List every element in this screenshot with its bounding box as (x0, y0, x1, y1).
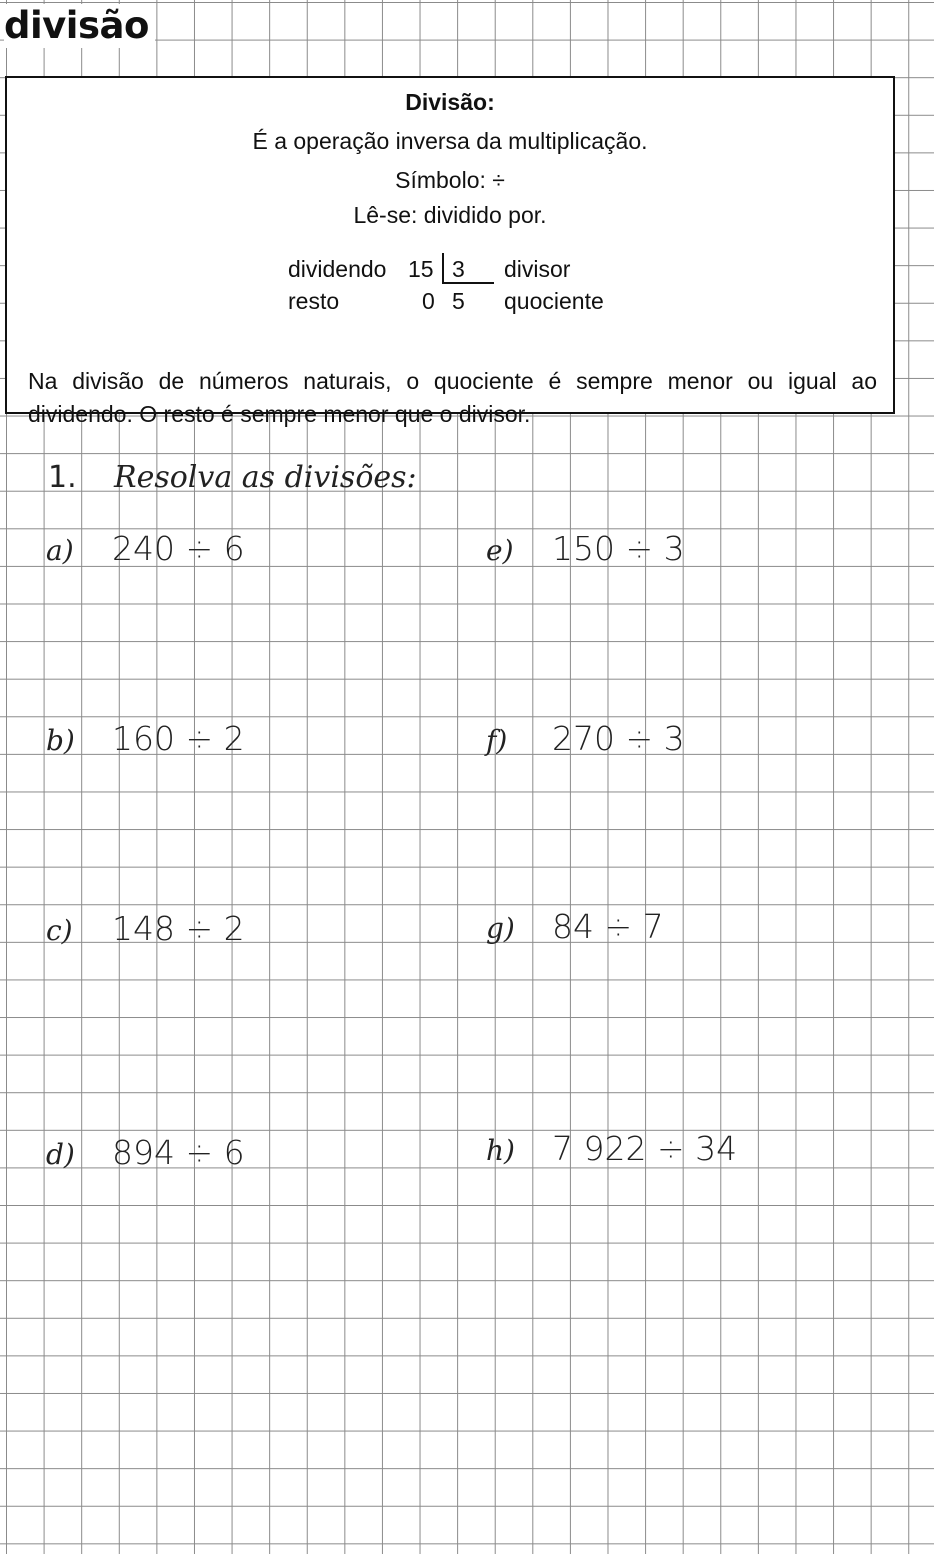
division-rule-note: Na divisão de números naturais, o quociente é sempre menor ou igual ao dividendo. O resto é sempre menor que o divisor. (28, 368, 877, 427)
reading-text: Lê-se: dividido por. (353, 202, 547, 228)
problem-item (46, 717, 245, 763)
problem-letter: d) (46, 1138, 75, 1171)
dividend-value: 15 (408, 256, 434, 282)
problem-expression: 270 ÷ 3 (552, 719, 685, 758)
dividend-label: dividendo (288, 256, 387, 282)
problem-item (46, 527, 245, 573)
problem-expression: 240 ÷ 6 (112, 529, 245, 568)
problem-expression: 84 ÷ 7 (552, 907, 664, 946)
problem-item (486, 527, 685, 573)
problem-item (46, 907, 245, 953)
divisor-label: divisor (504, 256, 571, 282)
remainder-value: 0 (422, 288, 435, 314)
problem-item (46, 1131, 245, 1177)
concept-heading: Divisão: (405, 89, 495, 115)
exercise-instruction: Resolva as divisões: (114, 460, 417, 495)
problem-item (486, 905, 664, 951)
problem-letter: c) (46, 914, 73, 947)
exercise-number: 1. (48, 460, 77, 495)
problem-expression: 160 ÷ 2 (112, 719, 245, 758)
problem-item (486, 717, 685, 763)
problem-letter: a) (46, 534, 74, 567)
problem-expression: 7 922 ÷ 34 (552, 1129, 738, 1168)
problem-expression: 148 ÷ 2 (112, 909, 245, 948)
page-title: divisão (4, 4, 155, 48)
problem-letter: e) (486, 534, 514, 567)
problem-letter: b) (46, 724, 75, 757)
concept-box (5, 76, 895, 427)
remainder-label: resto (288, 288, 340, 314)
exercise-heading (48, 456, 417, 500)
symbol-text: Símbolo: ÷ (395, 167, 505, 193)
problem-expression: 894 ÷ 6 (112, 1133, 245, 1172)
quotient-value: 5 (452, 288, 465, 314)
problem-expression: 150 ÷ 3 (552, 529, 685, 568)
divisor-value: 3 (452, 256, 465, 282)
division-bracket-vertical (442, 253, 444, 283)
quotient-label: quociente (504, 288, 604, 314)
problem-letter: g) (486, 912, 515, 945)
problem-letter: f) (486, 724, 508, 757)
definition-text: É a operação inversa da multiplicação. (252, 128, 648, 154)
division-bracket-horizontal (442, 282, 494, 284)
problem-item (486, 1127, 737, 1173)
problem-letter: h) (486, 1134, 515, 1167)
